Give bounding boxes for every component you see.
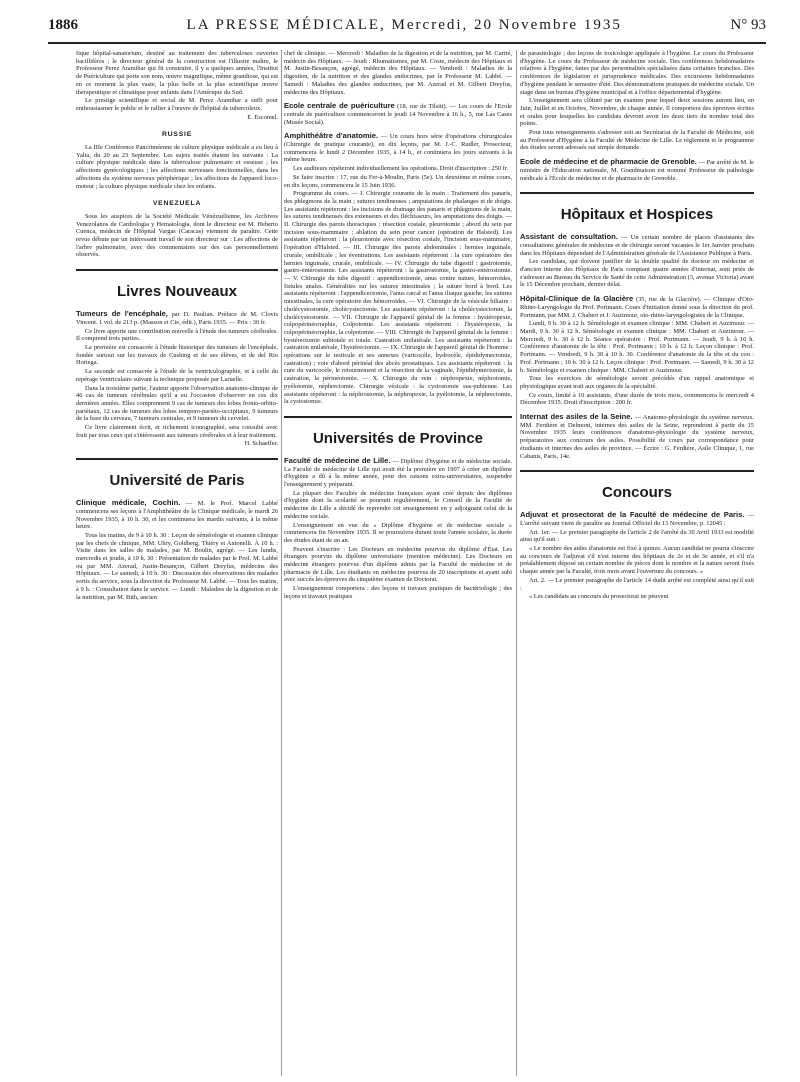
column-divider <box>516 50 517 1076</box>
cochin-text: — M. le Prof. Marcel Labbé commencera ses leçons à l'Amphithéâtre de la Clinique médicale, le mardi 26 Novembre 1935, à 10 h. 30, et les continuera les mardis suivants, à la même heure. <box>76 500 278 531</box>
section-heading-livres: Livres Nouveaux <box>116 283 238 301</box>
adjuvat-paragraph: Art. 2. — Le premier paragraphe de l'article 14 dudit arrêté est complété ainsi qu'il suit : <box>520 576 754 592</box>
amphitheatre-paragraph: Les auditeurs répéteront individuellement les opérations. Droit d'inscription : 250 fr. <box>293 165 509 173</box>
amphitheatre-text: — Un cours hors série d'opérations chirurgicales (Chirurgie de pratique courante), en dix leçons, par M. J.-C. Rudler, Prosecteur, commencera le lundi 2 Décembre 1935, à 14 h., et continuera les jours suivants à la même heure. <box>284 133 512 164</box>
section-heading-hopitaux: Hôpitaux et Hospices <box>560 206 714 224</box>
russie-paragraph: La IIIe Conférence Pancriméenne de culture physique médicale a eu lieu à Yalta, du 20 au 23 Septembre. Les sujets traités étaient les suivants : La culture physique médicale dans la tuberculose pulmonaire et osseuse ; les affections gynécologiques ; les affections nerveuses fonctionnelles, dans les affections du système nerveux périphérique ; les affections de l'appareil loco-moteur ; la culture physique médicale chez les enfants. <box>76 144 278 190</box>
assistant-paragraph: Les candidats, qui doivent justifier de la double qualité de docteur en médecine et d'ancien interne des Hôpitaux de Paris comptant quatre années d'internat, sont priés de s'adresser au Bureau du Service de Santé de cette Administration (3, avenue Victoria) avant le 15 Décembre prochain, dernier délai. <box>520 258 754 289</box>
journal-title: LA PRESSE MÉDICALE, Mercredi, 20 Novembre 1935 <box>186 16 622 33</box>
cochin-paragraph: Tous les matins, de 9 à 10 h. 30 : Leçon de séméiologie et examen clinique par les chefs de clinique, MM. Uhry, Goldberg, Thiéry et Antonelli. À 10 h. : Visite dans les salles de malades, par M. Boulin, agrégé. — Les lundis, mercredis et jeudis, à 10 h. 30 : Présentation de malades par le Prof. M. Labbé ou par MM. Azerad, Justin-Besançon, Gilbert Dreyfus, médecins des Hôpitaux. — Le samedi, à 10 h. 30 : Discussion des observations des malades sortis du service, sous la direction du Professeur M. Labbé. — Tous les matins, à 9 h. : Consultation dans le service. — Lundi : Maladies de la digestion et de la nutrition, par M. Bith, ancien <box>76 531 278 601</box>
puericulture-title: Ecole centrale de puériculture <box>284 101 395 111</box>
lille-item <box>284 457 512 489</box>
glaciere-paragraph: Lundi, 9 h. 30 à 12 h. Séméiologie et examen clinique : MM. Chabert et Auzimour. — Mardi, 9 h. 30 à 12 h. Séméiologie et examen clinique : MM. Chabert et Auzimour. — Mercredi, 9 h. 30 à 12 h. Séance opératoire : Prof. Portmann. — Jeudi, 9 h. à 10 h. Conférence d'anatomie de la tête : Prof. Portmann ; 10 h. à 12 h. Leçon clinique : Prof. Portmann. — Vendredi, 9 h. 30 à 10 h. 30. Conférence d'anatomie de la tête et du cou : Prof. Portmann ; 10 h. 30 à 12 h. Leçon clinique : Prof. Portmann. — Samedi, 9 h. 30 à 12 h. Séméiologie et examen clinique : MM. Chabert et Auzimour. <box>520 320 754 374</box>
puericulture-text: (18, rue de Tilsitt). — Les cours de l'Ecole centrale de puériculture commenceront le jeudi 14 Novembre à 16 h., 5, rue Las Cases (Musée Social). <box>284 103 512 126</box>
glaciere-paragraph: Tous les exercices de séméiologie seront précédés d'un rappel anatomique et physiologique ayant trait aux organes de la spécialité. <box>520 375 754 390</box>
lille-continued: de parasitologie ; des leçons de toxicologie appliquée à l'hygiène. Le cours du Professeur d'hygiène. Le cours du Professeur de médecine sociale. Des conférences hebdomadaires relatives à l'hygiène, faites par des personnalités spécialisées dans certaines branches. Des conférences de législation et jurisprudence médicales. Des excursions hebdomadaires d'hygiène pendant le semestre d'été. Des démonstrations pratiques de médecine sociale. Un stage dans un bureau d'hygiène municipal et à l'office départemental d'hygiène. <box>520 50 754 96</box>
lille-text: — Diplôme d'hygiène et de médecine sociale. La Faculté de médecine de Lille qui avait été la première en 1907 à créer un diplôme d'hygiène a dû à la même année, pour des raisons extra-universitaires, suspendre l'enseignement y préparant. <box>284 457 512 489</box>
article-signature: E. Escomel. <box>247 113 278 121</box>
section-rule <box>520 470 754 472</box>
book-details: par D. Paulian. Préface de M. Clovis Vincent. 1 vol. de 213 p. (Masson et Cie, édit.), Paris 1935. — Prix : 30 fr. <box>76 311 278 326</box>
venezuela-paragraph: Sous les auspices de la Société Médicale Vénézuélienne, les Archivos Venezolanos de Cardiologia y Hematologia, dont le directeur est M. Heberto Cuenca, médecin de l'Hôpital Vargas (Caracas) viennent de paraître. Cette revue débute par un intéressant travail de son directeur sur : Les affections de l'arbre pulmonaire, avec des commentaires sur des cas personnellement observés. <box>76 212 278 259</box>
glaciere-title: Hôpital-Clinique de la Glacière <box>520 294 634 304</box>
adjuvat-title: Adjuvat et prosectorat de la Faculté de médecine de Paris. <box>520 510 745 520</box>
book-reference <box>76 310 278 326</box>
intro-paragraph: Le prestige scientifique et social de M. Perez Aramibar a suffi pour enthousiasmer le public et le rallier à l'œuvre de l'hôpital de tuberculeux. <box>76 97 278 112</box>
lille-continued: Pour tous renseignements s'adresser soit au Secrétariat de la Faculté de Médecine, soit au Professeur d'Hygiène à la Faculté de Médecine de Lille. Le règlement et le programme des études seront adressés sur simple demande. <box>520 129 754 152</box>
review-paragraph: Ce livre apporte une contribution nouvelle à l'étude des tumeurs cérébrales. Il comprend trois parties. <box>76 327 278 343</box>
lille-paragraph: La plupart des Facultés de médecine françaises ayant créé depuis des diplômes d'hygiène dont la scolarité se poursuit régulièrement, le Conseil de la Faculté de médecine de Lille a décidé de reprendre cet enseignement en y adjoignant celui de la médecine sociale. <box>284 489 512 520</box>
asiles-title: Internat des asiles de la Seine. <box>520 412 633 422</box>
puericulture-item <box>284 102 512 126</box>
grenoble-title: Ecole de médecine et de pharmacie de Grenoble. <box>520 157 697 167</box>
grenoble-item <box>520 158 754 182</box>
cochin-continued: chef de clinique. — Mercredi : Maladies de la digestion et de la nutrition, par M. Carrié, médecin des Hôpitaux. — Jeudi : Rhumatismes, par M. Coste, médecin des Hôpitaux et M. Justin-Besançon, agrégé, médecin des Hôpitaux. — Vendredi : Maladies de la digestion, de la nutrition et des glandes endocrines, par le Professeur M. Labbé. — Samedi : Maladies des glandes endocrines, par M. Azerad et M. Gilbert Dreyfus, médecins des Hôpitaux. <box>284 50 512 96</box>
adjuvat-paragraph: Art. 1er. — Le premier paragraphe de l'article 2 de l'arrêté du 30 Avril 1933 est modifié ainsi qu'il suit : <box>520 528 754 544</box>
glaciere-text: (35, rue de la Glacière). — Clinique d'Oto-Rhino-Laryngologie du Prof. Portmann. Cours d'initiation donné sous la direction du prof. Portmann, par MM. J. Chabert et J. Auzimour, oto-rhino-laryngologistes de la Clinique. <box>520 296 754 319</box>
adjuvat-paragraph: « Le nombre des aides d'anatomie est fixé à quinze. Aucun candidat ne pourra s'inscrire au concours de l'adjuvat s'il n'est interne des hôpitaux de 2e et de 3e année, et s'il n'a préalablement déposé un certain nombre de pièces dont le nombre et la nature seront fixés chaque année par la Faculté, trois mois avant l'ouverture du concours. » <box>520 545 754 576</box>
assistant-item <box>520 233 754 257</box>
page-number: 1886 <box>48 16 78 33</box>
review-paragraph: Dans la troisième partie, l'auteur apporte l'observation anatomo-clinique de 46 cas de tumeurs cérébrales qu'il a eu l'occasion d'observer en ces dix dernières années. Elles comprennent 9 cas de tumeurs des lobes fronto-orbito-pariétaux, 12 cas de tumeurs des lobes temporo-pariéto-occipitaux, 9 tumeurs de la base du cerveau, 7 tumeurs centrales, et 9 tumeurs du cervelet. <box>76 384 278 423</box>
lille-continued: L'enseignement sera clôturé par un examen pour lequel deux sessions auront lieu, en Juin, Juillet et en Octobre, Novembre, de chaque année. Il comportera des épreuves écrites et orales pour lesquelles les candidats devront avoir les deux tiers du nombre total des points. <box>520 97 754 128</box>
column-left <box>76 50 278 1076</box>
glaciere-paragraph: Ce cours, limité à 10 assistants, d'une durée de trois mois, commencera le mercredi 4 Décembre 1935. Droit d'inscription : 200 fr. <box>520 391 754 407</box>
amphitheatre-title: Amphithéâtre d'anatomie. <box>284 131 379 141</box>
column-middle <box>284 50 512 1076</box>
amphitheatre-paragraph: Se faire inscrire : 17, rue du Fer-à-Moulin, Paris (5e). Un deuxième et même cours, en dix leçons, commencera le 15 Juin 1936. <box>284 173 512 189</box>
review-paragraph: La seconde est consacrée à l'étude de la ventriculographie, et à celle du repérage ventriculaire suivant la technique proposée par Laruelle. <box>76 368 278 383</box>
review-paragraph: La première est consacrée à l'étude historique des tumeurs de l'encéphale, fondée surtout sur les travaux de Cushing et de ses élèves, et de del Rio Hortega. <box>76 343 278 367</box>
amphitheatre-paragraph: Programme du cours. — I. Chirurgie courante de la main : Traitement des panaris, des phlegmons de la main ; sutures tendineuses ; amputations de phalanges et de doigts. Les assistants répéteront : les incisions de drainage des panaris et phlegmons de la main, les sutures tendineuses des extenseurs et des fléchisseurs, les amputations des doigts. — II. Chirurgie des parois thoraciques : résection costale, pleurotomie ; abord du sein par incision sous-mammaire ; ablation du sein pour cancer (opération de Halsted). Les assistants répéteront : la pleurotomie avec résection costale, l'incision sous-mammaire, l'opération d'Halsted. — III. Chirurgie des parois abdominales : hernies inguinale, crurale, ombilicale ; les éventrations. Les assistants répéteront : la cure opératoire des hernies inguinale, crurale, ombilicale. — IV. Chirurgie du tube digestif : gastrotomie, gastro-entérostomie. Les assistants répéteront : la gastrostomie, la gastro-entérostomie. — V. Chirurgie du tube digestif : appendicectomie, anus contre nature, hémorroïdes, fistules anales. Généralités sur les sutures intestinales ; la suture bord à bord. Les assistants répéteront : l'appendicectomie, l'anus cæcal et l'anus iliaque gauche, les sutures intestinales, la cure opératoire des hémorroïdes. — VI. Chirurgie de la vésicule biliaire : cholécystostomie, cholécystectomie. Les assistants répéteront : la cholécystectomie, la cholécystostomie. — VII. Chirurgie de l'appareil génital de la femme : hystéropexie, colpopérinéorraphie, Colpotomie. Les assistants répéteront : l'hystéropexie, la colpopérinéorraphie, la colpotomie. — VIII. Chirurgie de l'appareil génital de la femme : hystérectomie subtotale et totale. Castration unilatérale. Les assistants répéteront : la castration unilatérale, l'hystérectomie. — IX. Chirurgie de l'appareil génital de l'homme : opérations sur le testicule et ses annexes (varicocèle, hydrocèle, épididymectomie, castration) ; voie d'abord périnéal des abcès prostatiques. Les assistants répéteront : la cure du varicocèle, le retournement et la résection de la vaginale, l'épididymectomie, la castration, la périnéotomie. — X. Chirurgie du rein : néphropexie, néphrotomie, pyélotomie, néphrectomie. Chirurgie vésicale : la cystostomie sus-pubienne. Les assistants répéteront : la néphrostomie, la néphropexie, la pyélotomie, la néphrectomie, la cystostomie. <box>284 190 512 406</box>
amphitheatre-item <box>284 132 512 164</box>
section-heading-province: Universités de Province <box>312 429 484 447</box>
assistant-title: Assistant de consultation. <box>520 232 618 242</box>
country-heading-russie: RUSSIE <box>161 131 193 139</box>
page-header <box>48 8 766 44</box>
book-title: Tumeurs de l'encéphale, <box>76 309 168 319</box>
asiles-text: — Anatomo-physiologie du système nerveux. MM. Ferdière et Delmont, internes des asiles de la Seine, reprendront à partir du 15 Novembre 1935 leurs conférences d'anatomo-physiologie du système nerveux, préparatoires aux concours des asiles. Possibilité de cours par correspondance pour étudiants et internes des asiles de province. — Écrire : G. Ferdière, Asile Clinique, 1, rue Cabanis, Paris, 14e. <box>520 414 754 460</box>
section-rule <box>520 192 754 194</box>
lille-paragraph: Peuvent s'inscrire : Les Docteurs en médecine pourvus du diplôme d'État. Les étrangers pourvus du diplôme universitaire (mention médecine). Les Docteurs en médecine étrangers pourvus d'un diplôme admis par la Faculté de médecine et de pharmacie de Lille. Les étudiants en médecine pourvus de 20 inscriptions et ayant subi avec succès les épreuves du cinquième examen de Doctorat. <box>284 545 512 584</box>
cochin-item <box>76 499 278 531</box>
section-heading-paris: Université de Paris <box>109 472 245 490</box>
cochin-title: Clinique médicale, Cochin. <box>76 498 181 508</box>
lille-paragraph: L'enseignement en vue du « Diplôme d'hygiène et de médecine sociale » commencera fin Novembre 1935. Il se poursuivra durant toute l'année scolaire, la durée des études étant de un an. <box>284 521 512 544</box>
glaciere-item <box>520 295 754 319</box>
column-divider <box>281 50 282 1076</box>
grenoble-text: — Par arrêté de M. le ministre de l'Éducation nationale, M. Grandmaison est nommé Professeur de pathologie médicale à l'École de médecine et de pharmacie de Grenoble. <box>520 159 754 182</box>
country-heading-venezuela: VENEZUELA <box>152 200 202 208</box>
asiles-item <box>520 413 754 460</box>
review-signature: H. Schaeffer. <box>244 440 278 448</box>
intro-paragraph: fique hôpital-sanatorium, destiné au traitement des tuberculoses ouvertes bacillifères ; le directeur général de la construction est l'illustre maître, le Professeur Perez Aramibar qui fit construire, il y a quelques années, l'Institut de Puériculture qui porte son nom, œuvre magnifique, même grandiose, qui est en ce moment la plus vaste, la plus belle et la plus scientifique œuvre thérapeutique et climatique pour enfants dans l'Amérique du Sud. <box>76 50 278 96</box>
section-rule <box>76 458 278 460</box>
lille-title: Faculté de médecine de Lille. <box>284 455 391 465</box>
assistant-text: — Un certain nombre de places d'assistants des consultations générales de médecine et de chirurgie seront vacantes le 1er Janvier prochain dans les Hôpitaux dépendant de l'Administration générale de l'Assistance Publique à Paris. <box>520 234 754 257</box>
section-rule <box>76 269 278 271</box>
section-rule <box>284 416 512 418</box>
review-paragraph: Ce livre clairement écrit, et richement iconographié, sera consulté avec fruit par tous ceux qui s'intéressent aux tumeurs cérébrales et à leur traitement. <box>76 424 278 439</box>
section-heading-concours: Concours <box>601 484 672 502</box>
issue-number: N° 93 <box>730 16 766 33</box>
adjuvat-paragraph: « Les candidats au concours du prosectorat ne peuvent <box>529 593 669 601</box>
adjuvat-text: — L'arrêté suivant vient de paraître au Journal Officiel du 13 Novembre, p. 12045 : <box>520 512 754 527</box>
column-right <box>520 50 754 1076</box>
lille-paragraph: L'enseignement comportera : des leçons et travaux pratiques de bactériologie ; des leçons et travaux pratiques <box>284 585 512 600</box>
adjuvat-item <box>520 511 754 527</box>
